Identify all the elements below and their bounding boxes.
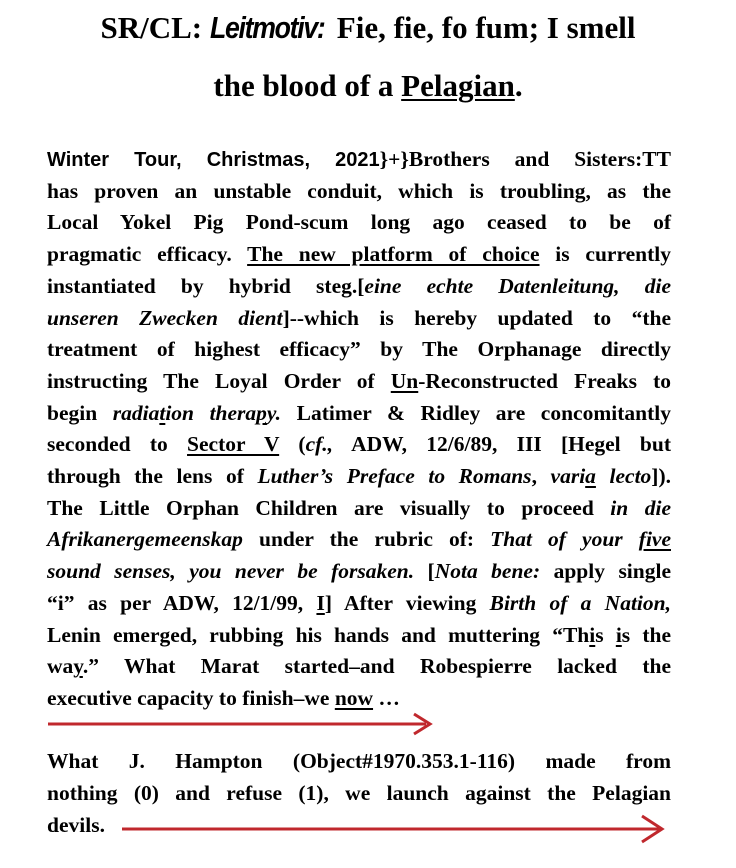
text-run: ADW, 12/6/89, III [Hegel but [333,432,671,457]
para1-line [47,590,671,616]
para2-line [47,748,671,774]
text-run: seconded to [47,432,188,457]
text-run: ] After viewing [324,590,490,615]
para1-line [47,368,671,394]
text-run: lecto [595,464,652,488]
text-run: nothing (0) and refuse (1), we launch against the Pelagian [47,781,671,805]
para1-line [47,273,671,299]
text-run: Nota bene: [434,559,541,584]
para1-line [47,431,671,457]
text-run: “i” as per ADW, 12/1/99, [47,590,317,615]
text-run: radia [112,400,160,425]
title-pelagian: Pelagian [401,68,515,103]
text-run: Sector V [187,432,280,457]
para1-line [47,241,671,267]
text-run: now [334,685,374,710]
para1-line [47,178,671,204]
text-run: Local Yokel Pig Pond-scum long ago ceased to be of [47,210,671,235]
text-run: Latimer & Ridley are concomitantly [281,400,671,425]
text-run: ]--which is hereby updated to “the [282,305,671,330]
text-run: wa [47,654,74,679]
text-run: , [531,464,551,488]
text-run: Birth of a Nation, [489,590,671,615]
title-line-1 [0,8,736,48]
text-run: … [373,685,400,710]
text-run: instructing The Loyal Order of [47,368,391,393]
text-run: t [159,400,166,425]
text-run: under the rubric of: [242,527,491,552]
text-run: The new platform of choice [247,242,540,267]
text-run: I [316,590,325,615]
text-run: a [585,464,596,488]
title-line-1-rest: Fie, fie, fo fum; I smell [329,10,636,45]
text-run: cf., [305,432,334,457]
text-run: }+}Brothers and Sisters:TT [379,147,671,171]
para1-line [47,622,671,648]
arrow-2-icon [122,814,672,844]
text-run: is currently [539,242,672,267]
text-run: ( [279,432,306,457]
text-run: treatment of highest efficacy” by The Orphanage directly [47,337,671,362]
text-run: Afrikanergemeenskap [47,527,243,552]
para1-line [47,336,671,362]
text-run: i [589,622,596,647]
text-run: .” What Marat started–and Robespierre lacked the [82,654,671,679]
title-line-2 [0,66,736,106]
text-run: in die [610,495,672,520]
text-run: Lenin emerged, rubbing his hands and muttering “Th [47,622,590,647]
text-run: What J. Hampton (Object#1970.353.1-116) made from [47,749,671,773]
para1-line [47,653,671,679]
title-leitmotiv: Leitmotiv: [209,10,325,45]
title-prefix: SR/CL: [100,10,210,45]
text-run: eine echte Datenleitung, die [364,273,671,298]
text-run: five [638,527,671,552]
para1-line [47,400,671,426]
title-line-2-pre: the blood of a [213,68,402,103]
text-run: i [615,622,622,647]
text-run: s [595,622,616,647]
para1-line [47,463,671,489]
text-run: s the [621,622,672,647]
text-run: [ [414,559,435,584]
text-run: That of your [490,527,639,552]
para2-line [47,780,671,806]
text-run: has proven an unstable conduit, which is troubling, as the [47,178,671,203]
para1-line [47,526,671,552]
title-line-2-post: . [514,68,523,103]
text-run: ion thera [165,400,257,425]
text-run: devils. [47,813,105,837]
para1-line [47,685,671,711]
text-run: executive capacity to finish–we [47,685,335,710]
text-run: unseren Zwecken dient [47,305,283,330]
text-run: Luther’s Preface to Romans [257,464,532,488]
para1-line [47,209,671,235]
text-run: sound senses, you never be forsaken. [47,559,415,584]
text-run: ]). [651,464,671,488]
para1-line [47,495,671,521]
text-run: The Little Orphan Children are visually to proceed [47,495,611,520]
text-run: p [256,400,267,425]
text-run: -Reconstructed Freaks to [418,368,671,393]
para1-line [47,558,671,584]
text-run: y [73,654,83,679]
text-run: through the lens of [47,464,258,488]
text-run: vari [550,464,586,488]
text-run: begin [47,400,113,425]
text-run: Winter Tour, Christmas, 2021 [47,149,380,171]
text-run: instantiated by hybrid steg.[ [47,273,365,298]
para1-line [47,146,671,173]
para1-line [47,305,671,331]
text-run: apply single [540,559,672,584]
text-run: y. [266,400,282,425]
arrow-1-icon [48,711,438,737]
text-run: Un [390,368,419,393]
text-run: pragmatic efficacy. [47,242,248,267]
